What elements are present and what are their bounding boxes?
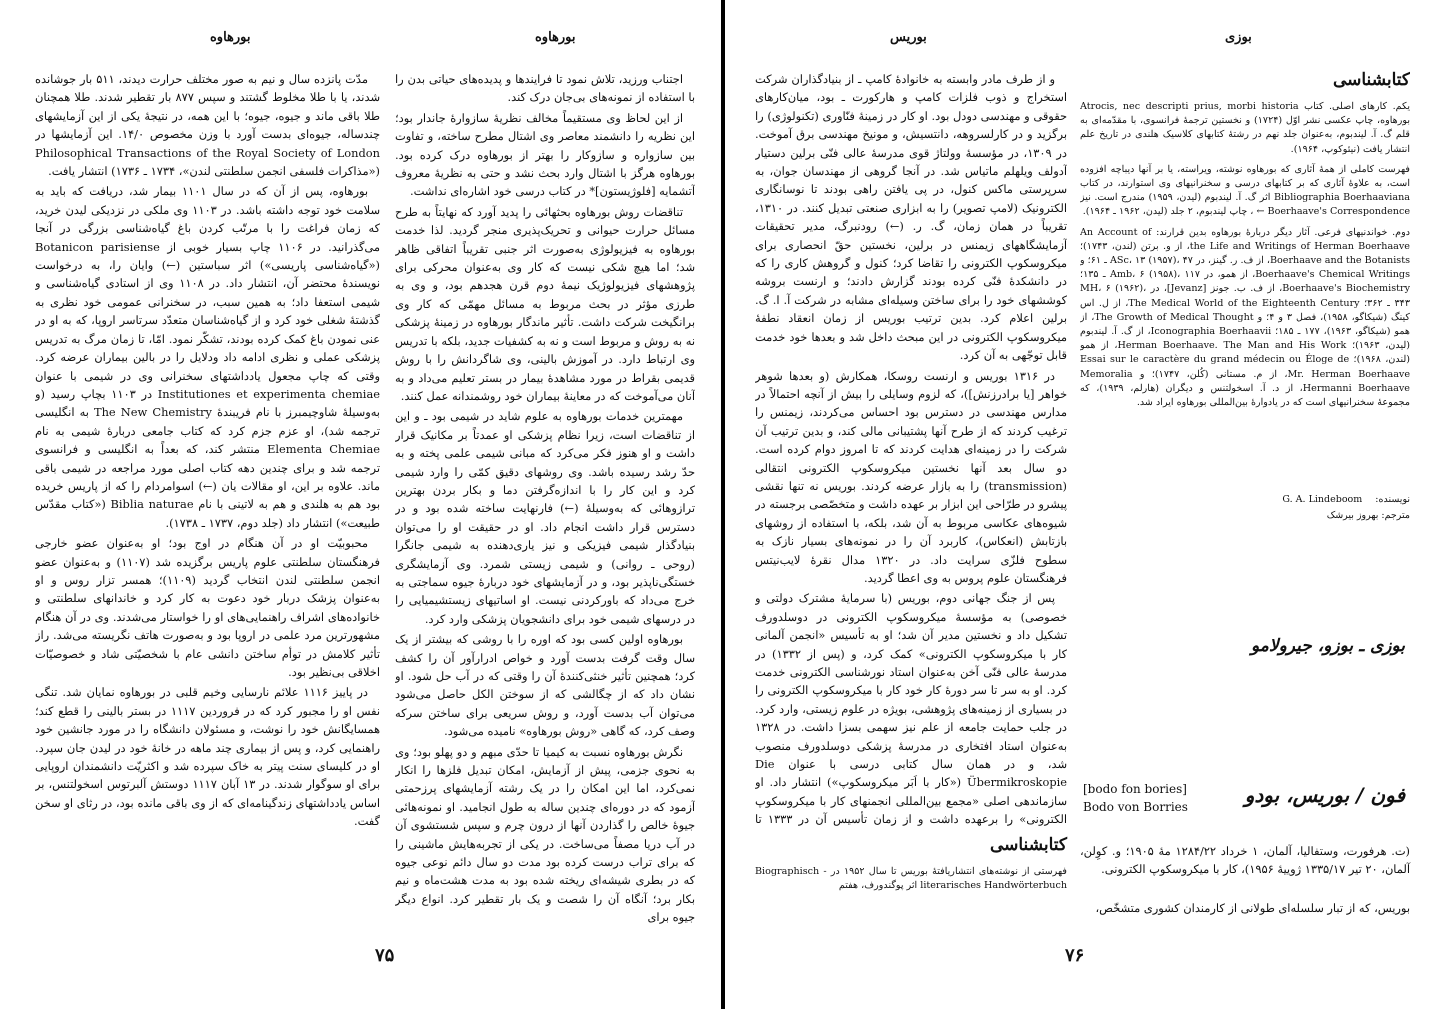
paragraph: محبوبیّت او در آن هنگام در اوج بود؛ او به‌عنوان عضو خارجی فرهنگستان سلطنتی علوم پاریس برگزیده شد (۱۱۰۷) و به‌عنوان عضو انجمن سلطنتی لندن انتخاب گردید (۱۱۰۹)؛ همسر تزار روس و او به‌عنوان پزشک دربار خود دعوت به کار کرد و خاندانهای سلطنتی و خانواده‌های اشراف راهنمایی‌های او را خواستار می‌شدند. وی در آن هنگام مشهورترین مرد علمی در اروپا بود و به‌صورت هاتف نگریسته می‌شد. راز تأثیر کلامش در توأم ساختن دانشی عام با شخصیّتی شاد و خصوصیّات اخلاقی بی‌نظیر بود. [35,536,380,679]
entry-dates: (ت. هرفورت، وستفالیا، آلمان، ۱ خرداد ۱۲۸۴/۲۲ مهٔ ۱۹۰۵؛ و. کوِلن، آلمان، ۲۰ تیر ۱۳۳۵/۱۷ ژوییهٔ ۱۹۵۶)، کار با میکروسکوپ الکترونی. [1080,844,1410,877]
paragraph: نگرش بورهاوه نسبت به کیمیا تا حدّی مبهم و دو پهلو بود؛ وی به نحوی جزمی، پیش از آزمایش، امکان تبدیل فلزها را انکار نمی‌کرد، اما این امکان را در یک رشته آزمایشهای پرزحمتی آزمود که در دوره‌ای چندین ساله به طول انجامید. او نمونه‌هائی جیوهٔ خالص را گذاردن آنها از درون چرم و سپس شستشوی آن در آب دریا مصفاً می‌ساخت. در یکی از تجربه‌هایش ماشینی را که برای تراب درست کرده بود مدت دو سال دائم نوعی جیوه که در بطری شیشه‌ای ریخته شده بود به مدت هشت‌ماه و نیم بکار برد؛ آنگاه آن را شصت و یک بار تقطیر کرد. انواع دیگر جیوه برای [395,744,695,925]
latin-name: Bodo von Borries [1083,800,1188,814]
entry-body: بوریس، که از تبار سلسله‌ای طولانی از کارمندان کشوری متشخّص، [1095,901,1410,915]
paragraph: بورهاوه اولین کسی بود که اوره را با روشی که بیشتر از یک سال وقت گرفت بدست آورد و خواص ادرارآور آن را کشف کرد؛ همچنین تأثیر خنثی‌کنندهٔ آن را وقتی که در آب حل شود. او نشان داد که از چگالشی که از سوختن الکل حاصل می‌شود می‌توان آب بدست آورد، و روش سریعی برای ساختن سرکه وصف کرد، که گاهی «روش بورهاوه» نامیده می‌شود. [395,632,695,739]
bibliography-title: کتابشناسی [1332,70,1410,90]
translator-line: مترجم: بهروز بیرشک [1326,510,1410,521]
paragraph: بورهاوه، پس از آن که در سال ۱۱۰۱ بیمار شد، دریافت که باید به سلامت خود توجه داشته باشد. در ۱۱۰۳ وی ملکی در نزدیکی لیدن خرید، که زمان فراغت را با مرتّب کردن باغ گیاه‌شناسی بزرگی در آنجا می‌گذرانید. در ۱۱۰۶ چاپ بسیار خوبی از Botanicon parisiense («گیاه‌شناسی پاریسی») اثر سباستین (←) وایان را، به درخواست نویسندهٔ محتضر آن، انتشار داد. در ۱۱۰۸ وی از استادی گیاه‌شناسی و شیمی استعفا داد؛ به همین سبب، در سخنرانی عمومی خود نظری به گذشتهٔ شغلی خود کرد و از گیاه‌شناسان متعدّد سرتاسر اروپا، که به او در عنی نمودن باغ کمک کرده بودند، تشکّر نمود. امّا، تا زمان مرگ به تدریس پزشکی عملی و نظری ادامه داد ودلایل را در بالین بیماران عرضه کرد. وقتی که چاپ مجعول یادداشتهای سخنرانی وی در شیمی با عنوان Institutiones et experimenta chemiae در ۱۱۰۳ بچاپ رسید (و به‌وسیلهٔ شاوچیمبرز با نام فریبندهٔ The New Chemistry به انگلیسی ترجمه شد)، او عزم جزم کرد که کتاب جامعی دربارهٔ شیمی به نام Elementa Chemiae منتشر کند، که بعداً به انگلیسی و فرانسوی ترجمه شد و برای چندین دهه کتاب اصلی مورد مراجعه در شیمی باقی ماند. علاوه بر این، او مقالات یان (←) اسوامردام را که از پاریس خریده بود هم به هلندی و هم به لاتینی با نام Biblia naturae («کتاب مقدّس طبیعت») انتشار داد (جلد دوم، ۱۷۳۷ ـ ۱۷۳۸). [35,184,380,530]
page-number: ۷۶ [1065,945,1085,966]
cross-reference-headword: بوزی ـ بوزو، جیرولامو [1251,636,1405,656]
right-page [725,0,1445,1009]
text-column-left [755,70,1067,830]
left-page [0,0,721,1009]
pronunciation: [bodo fon bories] [1083,782,1187,796]
bibliography-block-right [1080,70,1410,550]
text-column-left [35,70,380,940]
paragraph: در ۱۳۱۶ بوریس و ارنست روسکا، همکارش (و بعدها شوهر خواهر [یا برادرزنش])، که لزوم وسایلی را بیش از آنچه احتمالاً در مدارس مهندسی در دسترس بود احساس می‌کردند، زیمنس را ترغیب کردند که از طرح آنها پشتیبانی مالی کند، و بدین ترتیب آن شرکت را در زمینه‌ای هدایت کردند که تا امروز دوام کرده است. دو سال بعد آنها نخستین میکروسکوپ الکترونی انتقالی (transmission) را به بازار عرضه کردند. بوریس نه تنها نقشی پیشرو در طرّاحی این ابزار بر عهده داشت و متخصّصی برجسته در شیوه‌های عکاسی مربوط به آن شد، بلکه، با استفاده از روشهای بازتابش (انعکاس)، کاربرد آن را در نمونه‌های بسیار نازک به سطوح فلزّی سرایت داد. در ۱۳۲۰ مدال نقرهٔ لایب‌نیتس فرهنگستان علوم پروس به وی اعطا گردید. [755,368,1067,585]
bibliography-entry: یکم. کارهای اصلی. کتاب Atrocis, nec descripti prius, morbi historia بورهاوه، چاپ عکسی نشر اوّل (۱۷۲۴) و نخستین ترجمهٔ فرانسوی، با مقدّمه‌ای به قلم گ. آ. لیندبوم، به‌عنوان جلد نهم در رشتهٔ کتابهای کلاسیک هلندی در تاریخ علم انتشار یافت (نیئوکوپ، ۱۹۶۴). [1080,101,1410,155]
author-name: G. A. Lindeboom [1282,494,1363,505]
running-header-left: بورهاوه [210,30,251,45]
entry-headword: فون / بوریس، بودو [1244,783,1405,807]
paragraph: تناقضات روش بورهاوه بحثهائی را پدید آورد که نهایتاً به طرح مسائل حرارت حیوانی و تحریک‌پذیری منجر گردید. لذا خدمت بورهاوه به فیزیولوژی به‌صورت اثر جنبی تقریباً اتفاقی ظاهر شد؛ اما هیچ شکی نیست که کار وی به‌عنوان محرکی برای پژوهشهای فیزیولوژیک نیمهٔ دوم قرن هجدهم بود، و وی به‌ طرزی مؤثر در بحث مربوط به مسائل مهمّی که کار وی برانگیخت شرکت داشت. تأثیر ماندگار بورهاوه در زمینهٔ پزشکی نه به‌ روش و مربوط است و نه به کشفیات جدید، بلکه با تدریس وی ارتباط دارد. در آموزش بالینی، وی شاگردانش را با روش قدیمی بقراط در مورد مشاهدهٔ بیمار در بستر تعلیم می‌داد و به آنان می‌آموخت که در معاینهٔ بیماران خود روشمندانه عمل کنند. [395,204,695,403]
paragraph: مدّت پانزده سال و نیم به صور مختلف حرارت دیدند، ۵۱۱ بار جوشانده شدند، یا با طلا مخلوط گشتند و سپس ۸۷۷ بار تقطیر شدند. طلا همچنان طلا باقی ماند و جیوه، جیوه؛ با این همه، در نتیجهٔ یکی از این آزمایشهای چندساله، جیوه‌ای بدست آورد با وزن مخصوص ۱۴/۰. این آزمایشها در Philosophical Transactions of the Royal Society of London («مذاکرات فلسفی انجمن سلطنتی لندن»، ۱۷۳۴ ـ ۱۷۳۶) انتشار یافت. [35,72,380,179]
paragraph: پس از جنگ جهانی دوم، بوریس (با سرمایهٔ مشترک دولتی و خصوصی) به مؤسسهٔ میکروسکوپ الکترونی در دوسلدورف تشکیل داد و نخستین مدیر آن شد؛ او به تأسیس «انجمن آلمانی کار با میکروسکوپ الکترونی» کمک کرد، و (پس از ۱۳۳۲) در مدرسهٔ عالی فنّی آخن به‌عنوان استاد نورشناسی الکترونی خدمت کرد. او به سر تا سر دورهٔ کار خود کار با میکروسکوپ الکترونی را در بسیاری از زمینه‌های پژوهشی، بویژه در علوم زیستی، وارد کرد. در جلب حمایت جامعه از علم نیز سهمی بسزا داشت. در ۱۳۲۸ به‌عنوان استاد افتخاری در مدرسهٔ پزشکی دوسلدورف منصوب شد، و در همان سال کتابی درسی با عنوان Die Übermikroskopie («کار با اَبَر میکروسکوپ») انتشار داد. او سازماندهی اصلی «مجمع بین‌المللی انجمنهای کار با میکروسکوپ الکترونی» را برعهده داشت و از زمان تأسیس آن در ۱۳۳۳ تا [755,591,1067,827]
bibliography-title: کتابشناسی [989,835,1067,855]
bibliography-block-left [755,835,1067,893]
author-line [1080,492,1410,507]
bibliography-text: فهرستی از نوشته‌های انتشاریافتهٔ بوریس تا سال ۱۹۵۲ در Biographisch - literarisches Handwörterbuch اثر پوگندورف، هفتم [755,866,1067,892]
bibliography-entry: دوم. خواندنیهای فرعی. آثار دیگر دربارهٔ بورهاوه بدین قرارند: An Account of the Life and Writings of Herman Boerhaave، از و. برتن (لندن، ۱۷۴۳)؛ Boerhaave and the Botanists، از ف. ر. گینز، در ASc، ۱۳ (۱۹۵۷)، ۴۷ ـ ۶۱؛ و Boerhaave's Chemical Writings، از همو، در Amb، ۶ (۱۹۵۸)، ۱۱۷ ـ ۱۳۵؛ Boerhaave's Biochemistry، از ف. ب. جونز [Jevanz]، در MH، ۶ (۱۹۶۲)، ۳۴۳ ـ ۳۶۲؛ The Medical World of the Eighteenth Century، از ل. اس کینگ (شیکاگو، ۱۹۵۸)، فصل ۳ و ۴؛ و The Growth of Medical Thought، از همو (شیکاگو، ۱۹۶۳)، ۱۷۷ ـ ۱۸۵؛ Iconographia Boerhaavii، از گ. آ. لیندبوم (لیدن، ۱۹۶۳)؛ Herman Boerhaave. The Man and His Work، از همو (لندن، ۱۹۶۸)؛ Essai sur le caractère du grand médecin ou Éloge de Mr. Herman Boerhaave، از م. مستانی (کُلن، ۱۷۴۷)؛ و Memoralia Hermanni Boerhaave، از د. آ. اسخولتنس و دیگران (هارلم، ۱۹۳۹)، که مجموعهٔ سخنرانیهای است که در یادوارهٔ بین‌المللی بورهاوه ایراد شد. [1080,226,1410,409]
paragraph: و از طرف مادر وابسته به خانوادهٔ کامپ ـ از بنیادگذاران شرکت استخراج و ذوب فلزات کامپ و هارکورت ـ بود، میان‌کارهای حقوقی و مهندسی دودل بود. او کار در زمینهٔ فنّاوری (تکنولوژی) را برگزید و در کارلسروهه، دانتسیش، و مونیخ مهندسی برق آموخت. در ۱۳۰۹، در مؤسسهٔ وولتاژ قوی مدرسهٔ عالی فنّی برلین دستیار آدولف ویلهلم ماتیاس شد. در آنجا گروهی از مهندسان جوان، به سرپرستی ماکس کنول، در پی یافتن راهی بودند تا نوسانگاری الکترونیک (لامپ تصویر) را به ابزاری صنعتی تبدیل کنند. در ۱۳۱۰، تقریباً در همان زمان، گ. ر. (←) رودنبرگ، مدیر تحقیقات آزمایشگاههای زیمنس در برلین، نخستین حقّ انحصاری برای میکروسکوپ الکترونی را تقاضا کرد؛ کنول و گروهش کاری را که در دانشکدهٔ فنّی کرده بودند گزارش دادند؛ و ارنست بروشه کوششهای خود را برای ساختن وسیله‌ای مشابه در شرکت آ. ا. گ. برلین اعلام کرد. بدین ترتیب بوریس از زمان انعقاد نطفهٔ میکروسکوپ الکترونی در این مبحث داخل شد و بعدها خود خدمت قابل توجّهی به آن کرد. [755,72,1067,363]
running-header-left: بوریس [890,30,927,45]
bibliography-entry: فهرست کاملی از همهٔ آثاری که بورهاوه نوشته، ویراسته، یا بر آنها دیباچه افزوده است، به علاوهٔ آثاری که بر کتابهای درسی و سخنرانیهای وی استوارند، در کتاب Bibliographia Boerhaaviana اثر گ. آ. لیندبوم (لیدن، ۱۹۵۹) مندرج است. نیز Boerhaave's Correspondence ← ، چاپ لیندبوم، ۲ جلد (لیدن، ۱۹۶۲ ـ ۱۹۶۴). [1080,163,1410,218]
paragraph: از این لحاظ وی مستقیماً مخالف نظریهٔ سازوارهٔ جاندار بود؛ این نظریه را دانشمند معاصر وی اشتال مطرح ساخته، و تفاوت بین سازواره و سازوکار را بهتر از بورهاوه درک کرده بود. بورهاوه هرگز با اشتال وارد بحث نشد و حتی به نظریهٔ معروف آتشمایه [فلوژیستون]* در کتاب درسی خود اشاره‌ای نداشت. [395,110,695,199]
text-column-right [395,70,695,940]
paragraph: اجتناب ورزید، تلاش نمود تا فرایندها و پدیده‌های حیاتی بدن را با استفاده از نمونه‌های بی‌جان درک کند. [395,72,695,105]
running-header-right: بورهاوه [535,30,576,45]
author-label: نویسنده: [1375,494,1410,505]
running-header-right: بوزی [1225,30,1252,45]
paragraph: مهمترین خدمات بورهاوه به علوم شاید در شیمی بود ـ و این از تناقضات است، زیرا نظام پزشکی او عمدتاً بر مکانیک قرار داشت و او هنوز فکر می‌کرد که مبانی شیمی علمی پخته و به حدّ رشد رسیده باشد. وی روشهای دقیق کمّی را وارد شیمی کرد و این کار را با اندازه‌گرفتن دما و بکار بردن بهترین ترازوهائی که به‌وسیلهٔ (←) فارنهایت ساخته شده بود و در دسترس قرار داشت انجام داد. او در حقیقت او را می‌توان بنیادگذار شیمی فیزیکی و نیز یاری‌دهنده به شیمی جانگرا (روحی ـ روانی) و شیمی زیستی شمرد. وی آزمایشگری خستگی‌ناپذیر بود، و در آزمایشهای خود دربارهٔ جیوه سماجتی به خرج می‌داد که باورکردنی نیست. او اساتیهای زیستشیمیایی را در درسهای شیمی خود برای دانشجویان پزشکی وارد کرد. [395,409,695,626]
page-number: ۷۵ [375,945,395,966]
paragraph: در پاییز ۱۱۱۶ علائم نارسایی وخیم قلبی در بورهاوه نمایان شد. تنگی نفس او را مجبور کرد که در فروردین ۱۱۱۷ در بستر بالینی را قطع کند؛ همسایگانش خود را نوشت، و مسئولان دانشگاه را در مورد جانشین خود راهنمایی کرد، و پس از بیماری چند ماهه در خانهٔ خود در لیدن جان سپرد. او در کلیسای سنت پیتر به خاک سپرده شد و اکثریّت دانشمندان اروپایی برای او سوگوار شدند. در ۱۳ آبان ۱۱۱۷ دوستش آلبرتوس اسخولتنس، بر اساس یادداشتهای زندگینامه‌ای که از وی باقی مانده بود، در رثای او سخن گفت. [35,685,380,829]
